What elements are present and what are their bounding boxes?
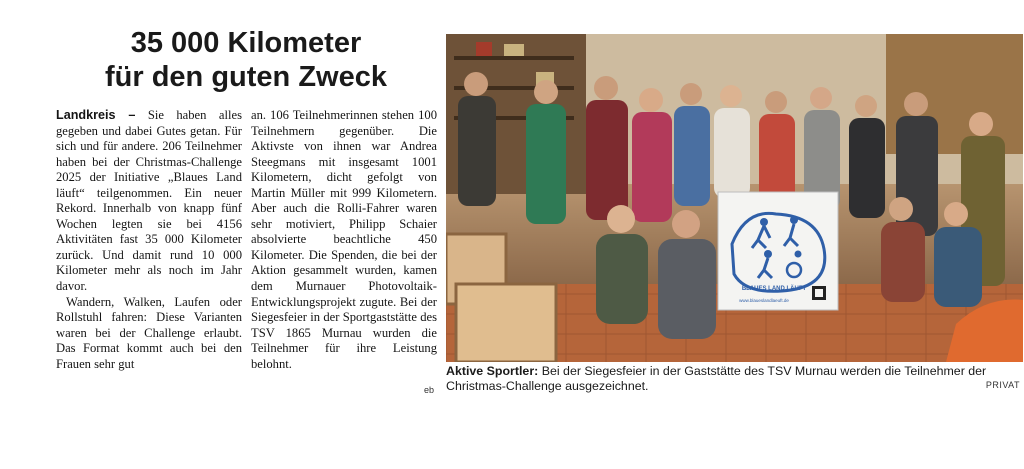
headline-line-2: für den guten Zweck bbox=[105, 61, 387, 93]
article-headline bbox=[56, 26, 436, 94]
photo-caption bbox=[446, 364, 1023, 394]
group-photo-illustration bbox=[446, 34, 1023, 362]
photo-credit: PRIVAT bbox=[985, 380, 1020, 390]
headline-line-1: 35 000 Kilometer bbox=[130, 27, 362, 59]
banner-url: www.blaueslandlaeuft.de bbox=[739, 298, 789, 303]
article-column-1 bbox=[56, 108, 242, 372]
caption-lead: Aktive Sportler: bbox=[446, 364, 539, 378]
group-photo bbox=[446, 34, 1023, 362]
article-column-2 bbox=[251, 108, 437, 372]
article-paragraph-1 bbox=[56, 108, 242, 295]
caption-text: Bei der Siegesfeier in der Gaststätte des TSV Murnau werden die Teilnehmer der Christmas-Challenge ausgezeichnet. bbox=[446, 364, 987, 393]
blaues-land-banner bbox=[718, 192, 838, 310]
paragraph-1-text: Sie haben alles gegeben und dabei Gutes getan. Für sich und für andere. 206 Teilnehmer haben bei der Christmas-Challenge 2025 der Initiative „Blaues Land läuft“ teilgenommen. Ein neuer Rekord. Innerhalb von knapp fünf Wochen legten sie bei 4156 Aktivitäten fast 35 000 Kilometer zurück. Und damit rund 10 000 Kilometer mehr als noch im Jahr davor. bbox=[56, 108, 242, 294]
article-paragraph-3: an. 106 Teilnehmerinnen stehen 100 Teilnehmern gegenüber. Die Aktivste von ihnen war Andrea Steegmans mit insgesamt 1001 Kilometern, dicht gefolgt von Martin Müller mit 999 Kilometern. Aber auch die Rolli-Fahrer waren sehr motiviert, Philipp Schaier absolvierte beachtliche 450 Kilometer. Die Spenden, die bei der Aktion gesammelt wurden, kamen dem Murnauer Photovoltaik-Entwicklungsprojekt zugute. Bei der Siegesfeier in der Sportgaststätte des TSV 1865 Murnau wurden die Teilnehmer für ihre Leistung belohnt. bbox=[251, 108, 437, 371]
article-paragraph-2: Wandern, Walken, Laufen oder Rollstuhl fahren: Diese Varianten waren bei der Challenge erlaubt. Das Format kommt auch bei den Frauen sehr gut bbox=[56, 294, 242, 371]
author-initials: eb bbox=[424, 385, 435, 395]
banner-title: BLAUES LAND LÄUFT bbox=[741, 286, 807, 292]
article-kicker: Landkreis – bbox=[56, 108, 136, 122]
